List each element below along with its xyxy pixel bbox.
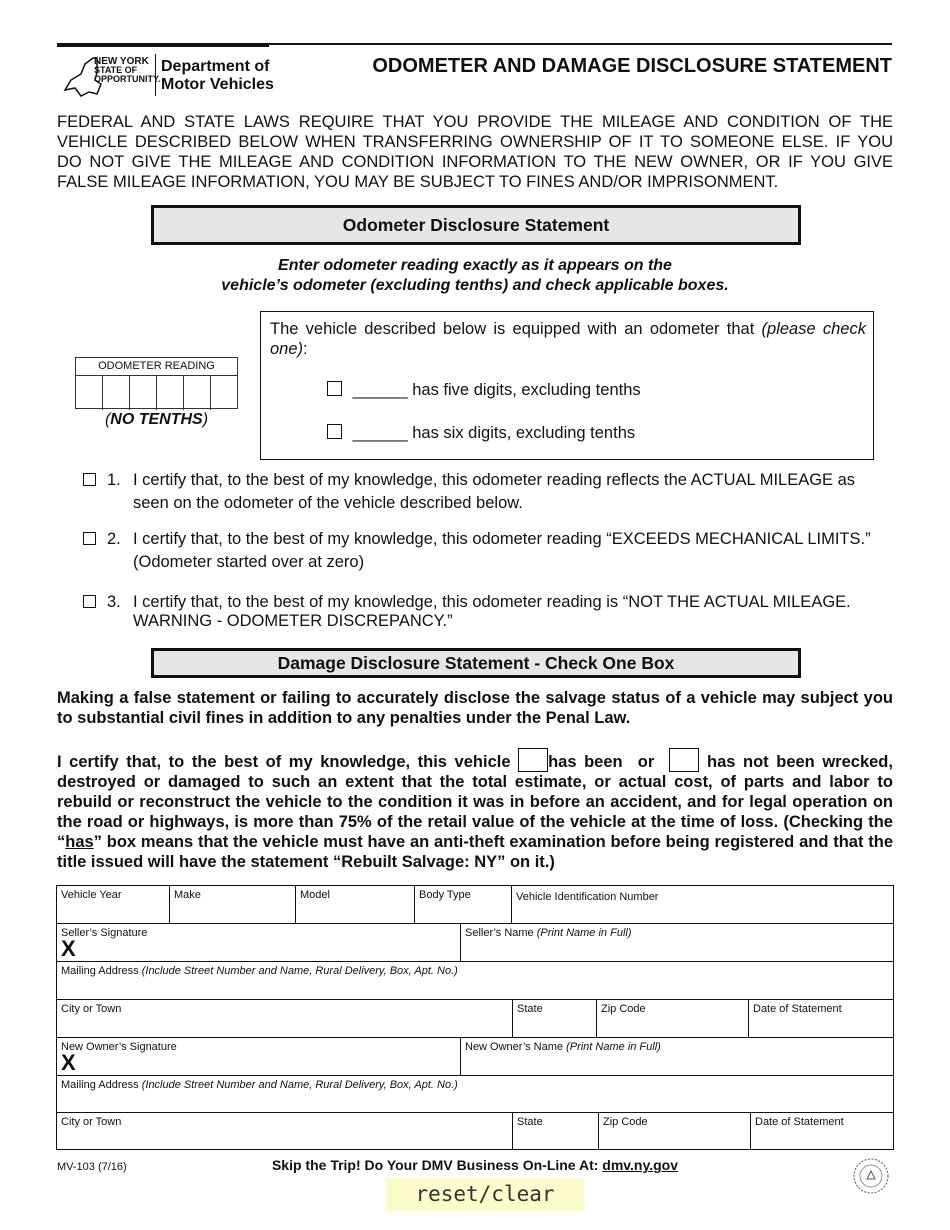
field-label: Mailing Address [61, 1079, 139, 1091]
field-label: Body Type [419, 889, 471, 901]
odometer-digit-input[interactable] [76, 376, 103, 410]
odometer-digit-input[interactable] [130, 376, 157, 410]
has-word: has [65, 833, 94, 851]
logo-department [161, 58, 281, 94]
field-label: Vehicle Identification Number [516, 891, 659, 903]
digits-prompt [270, 319, 866, 359]
intro-line: VEHICLE DESCRIBED BELOW WHEN TRANSFERRING OWNERSHIP OF IT TO SOMEONE ELSE. IF YOU [57, 133, 893, 151]
damage-section-heading: Damage Disclosure Statement - Check One Box [151, 648, 801, 678]
damage-certification [57, 748, 893, 872]
odometer-digit-input[interactable] [157, 376, 184, 410]
five-digit-checkbox[interactable] [327, 381, 342, 396]
odometer-reading-box [75, 357, 238, 409]
signature-x-mark: X [61, 936, 76, 961]
five-digit-label: has five digits, excluding tenths [412, 381, 641, 399]
field-label: Zip Code [601, 1003, 646, 1015]
certification-number: 3. [107, 593, 121, 611]
field-label: Zip Code [603, 1116, 648, 1128]
seller-name-field[interactable] [461, 924, 893, 962]
no-tenths-text: NO TENTHS [110, 411, 203, 428]
dmv-website-link[interactable]: dmv.ny.gov [602, 1157, 679, 1173]
seller-signature-field[interactable] [57, 924, 461, 962]
odometer-reading-label: ODOMETER READING [76, 358, 237, 376]
field-label: State [517, 1003, 543, 1015]
reset-clear-button[interactable]: reset/clear [386, 1178, 584, 1211]
form-title: ODOMETER AND DAMAGE DISCLOSURE STATEMENT [372, 55, 892, 77]
make-field[interactable] [170, 886, 296, 924]
six-digit-checkbox[interactable] [327, 424, 342, 439]
six-digit-label: has six digits, excluding tenths [412, 424, 636, 442]
field-label: Model [300, 889, 330, 901]
damage-cert-end: ” box means that the vehicle must have an anti-theft examination before being registered and that the title issued will have the statement “Rebuilt Salvage: NY” on it.) [57, 833, 893, 871]
logo-line-state-of: STATE OF [94, 65, 138, 75]
odometer-section-heading: Odometer Disclosure Statement [151, 205, 801, 245]
top-rule-accent [57, 43, 269, 47]
new-owner-date-field[interactable] [751, 1113, 893, 1149]
five-digit-option [327, 381, 641, 400]
field-hint: (Include Street Number and Name, Rural Delivery, Box, Apt. No.) [141, 1079, 458, 1091]
certification-text: I certify that, to the best of my knowledge, this odometer reading “EXCEEDS MECHANICAL LIMITS.” [133, 530, 871, 548]
body-type-field[interactable] [415, 886, 512, 924]
no-tenths-note [75, 411, 238, 429]
certification-item-2 [83, 528, 893, 574]
no-tenths-paren: ) [202, 411, 209, 428]
has-been-label: has been [548, 753, 623, 771]
intro-line: FEDERAL AND STATE LAWS REQUIRE THAT YOU PROVIDE THE MILEAGE AND CONDITION OF THE [57, 113, 893, 131]
digits-prompt-colon: : [303, 340, 308, 358]
has-been-checkbox[interactable] [518, 748, 548, 772]
odometer-digit-input[interactable] [211, 376, 237, 410]
field-label: Mailing Address [61, 965, 139, 977]
new-owner-state-field[interactable] [513, 1113, 599, 1149]
six-digit-option [327, 424, 635, 443]
seller-zip-field[interactable] [597, 1000, 749, 1038]
new-owner-signature-field[interactable] [57, 1038, 461, 1076]
certification-number: 1. [107, 471, 121, 489]
new-owner-city-field[interactable] [57, 1113, 513, 1149]
seller-mailing-address-field[interactable] [57, 962, 893, 1000]
has-not-been-label: has not been wrecked, [707, 753, 893, 771]
certification-item-3 [83, 593, 893, 631]
or-label: or [637, 753, 655, 771]
field-label: Make [174, 889, 201, 901]
certification-number: 2. [107, 530, 121, 548]
no-tenths-paren: ( [104, 411, 111, 428]
seller-city-field[interactable] [57, 1000, 513, 1038]
field-label: Seller’s Name [465, 927, 534, 939]
logo-divider [155, 54, 156, 96]
six-digit-blank[interactable]: ______ [352, 424, 408, 442]
form-code: MV-103 (7/16) [57, 1161, 127, 1173]
certification-checkbox[interactable] [83, 595, 96, 608]
new-owner-name-field[interactable] [461, 1038, 893, 1076]
certification-text: seen on the odometer of the vehicle described below. [133, 494, 523, 512]
logo-dept-line2: Motor Vehicles [161, 76, 274, 93]
vehicle-party-grid [56, 885, 894, 1150]
certification-checkbox[interactable] [83, 473, 96, 486]
intro-line: FALSE MILEAGE INFORMATION, YOU MAY BE SUBJECT TO FINES AND/OR IMPRISONMENT. [57, 173, 779, 191]
certification-text: I certify that, to the best of my knowledge, this odometer reading is “NOT THE ACTUAL MILEAGE. [133, 593, 851, 611]
model-field[interactable] [296, 886, 415, 924]
damage-cert-start: I certify that, to the best of my knowledge, this vehicle [57, 753, 511, 771]
odometer-digit-cells [76, 376, 237, 410]
new-owner-zip-field[interactable] [599, 1113, 751, 1149]
field-label: City or Town [61, 1003, 122, 1015]
field-hint: (Include Street Number and Name, Rural Delivery, Box, Apt. No.) [141, 965, 458, 977]
field-label: Date of Statement [755, 1116, 844, 1128]
seller-date-field[interactable] [749, 1000, 893, 1038]
odometer-digit-input[interactable] [184, 376, 211, 410]
vehicle-year-field[interactable] [57, 886, 170, 924]
intro-paragraph [57, 112, 893, 192]
field-label: Vehicle Year [61, 889, 122, 901]
field-label: Seller’s Signature [61, 927, 148, 939]
certification-text: (Odometer started over at zero) [133, 553, 365, 571]
field-label: City or Town [61, 1116, 122, 1128]
recycle-seal-icon [852, 1157, 890, 1195]
footer-message [200, 1157, 750, 1173]
five-digit-blank[interactable]: ______ [352, 381, 408, 399]
certification-checkbox[interactable] [83, 532, 96, 545]
logo-line-new-york: NEW YORK [94, 56, 149, 67]
signature-x-mark: X [61, 1050, 76, 1075]
field-label: Date of Statement [753, 1003, 842, 1015]
intro-line: DO NOT GIVE THE MILEAGE AND CONDITION INFORMATION TO THE NEW OWNER, OR IF YOU GIVE [57, 153, 893, 171]
logo-dept-line1: Department of [161, 58, 270, 75]
field-label: New Owner’s Name [465, 1041, 564, 1053]
certification-text: I certify that, to the best of my knowledge, this odometer reading reflects the ACTUAL MILEAGE as [133, 471, 856, 489]
vin-field[interactable] [512, 886, 893, 924]
certification-text: WARNING - ODOMETER DISCREPANCY.” [133, 612, 453, 630]
new-owner-mailing-address-field[interactable] [57, 1076, 893, 1113]
has-not-been-checkbox[interactable] [669, 748, 699, 772]
damage-cert-body: destroyed or damaged to such an extent that the total estimate, or actual cost, of parts and labor to rebuild or reconstruct the vehicle to the condition it was in before an accident, and for legal operation on the road or highways, is more than 75% of the retail value of the vehicle at the time of loss. (Checking the “ [57, 773, 893, 851]
odometer-instruction [150, 256, 800, 296]
field-label: New Owner’s Signature [61, 1041, 177, 1053]
logo-line-opportunity: OPPORTUNITY. [94, 74, 161, 84]
digits-prompt-hint: (please check one) [270, 320, 866, 358]
instruction-line: Enter odometer reading exactly as it appears on the [278, 257, 672, 274]
footer-message-text: Skip the Trip! Do Your DMV Business On-Line At: [271, 1157, 599, 1173]
certification-item-1 [83, 469, 893, 515]
logo-state-text [94, 56, 161, 84]
digits-prompt-text: The vehicle described below is equipped with an odometer that [270, 320, 755, 338]
seller-state-field[interactable] [513, 1000, 597, 1038]
field-hint: (Print Name in Full) [566, 1041, 661, 1053]
instruction-line: vehicle’s odometer (excluding tenths) and check applicable boxes. [221, 277, 729, 294]
field-label: State [517, 1116, 543, 1128]
odometer-digit-input[interactable] [103, 376, 130, 410]
damage-warning: Making a false statement or failing to accurately disclose the salvage status of a vehicle may subject you to substantial civil fines in addition to any penalties under the Penal Law. [57, 689, 893, 727]
field-hint: (Print Name in Full) [536, 927, 632, 939]
